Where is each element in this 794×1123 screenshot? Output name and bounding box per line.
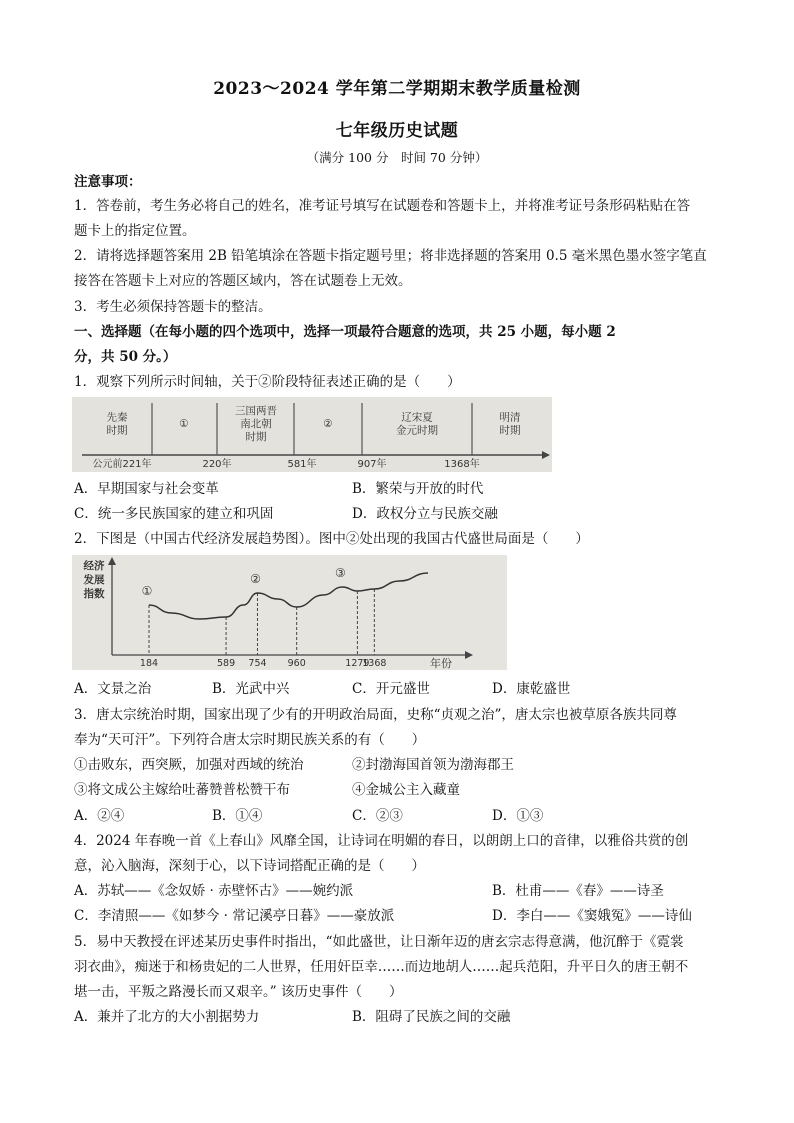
exam-subject: 七年级历史试题	[335, 121, 459, 141]
question-4-option-d: D．李白——《窦娥冤》——诗仙	[492, 908, 692, 924]
question-4-option-b: B．杜甫——《春》——诗圣	[492, 883, 664, 899]
exam-title: 2023～2024 学年第二学期期末教学质量检测	[213, 79, 581, 99]
chart-x-tick-label: 184	[139, 658, 159, 669]
question-1-option-a: A．早期国家与社会变革	[74, 481, 219, 497]
timeline-tick-label: 581年	[287, 459, 317, 470]
question-4-option-a: A．苏轼——《念奴娇 · 赤壁怀古》——婉约派	[74, 883, 354, 899]
question-1-option-c: C．统一多民族国家的建立和巩固	[74, 506, 274, 522]
question-4-stem-cont: 意，沁入脑海，深刻于心，以下诗词搭配正确的是（ ）	[74, 858, 425, 874]
question-5-stem: 5．易中天教授在评述某历史事件时指出，“如此盛世，让日渐年迈的唐玄宗志得意满，他沉醉于《霓裳	[74, 934, 684, 950]
question-3-option-b: B．①④	[212, 808, 263, 824]
question-3-item-2: ②封渤海国首领为渤海郡王	[352, 757, 514, 773]
section-heading-cont: 分，共 50 分。）	[74, 349, 177, 365]
notice-line: 2．请将选择题答案用 2B 铅笔填涂在答题卡指定题号里；将非选择题的答案用 0.5 毫米黑色墨水签字笔直	[74, 248, 707, 264]
question-2-option-d: D．康乾盛世	[492, 681, 571, 697]
question-4-stem: 4．2024 年春晚一首《上春山》风靡全国，让诗词在明媚的春日，以朗朗上口的音律，以雅俗共赏的创	[74, 833, 689, 849]
chart-x-tick-label: 1368	[362, 658, 387, 669]
chart-ylabel: 经济发展指数	[83, 560, 105, 600]
timeline-period-label: 三国两晋南北朝时期	[235, 405, 277, 443]
question-1-option-b: B．繁荣与开放的时代	[352, 481, 484, 497]
question-3-option-a: A．②④	[74, 808, 125, 824]
chart-annotation: ①	[141, 584, 153, 598]
notice-heading: 注意事项：	[74, 174, 142, 190]
question-3-stem: 3．唐太宗统治时期，国家出现了少有的开明政治局面，史称“贞观之治”，唐太宗也被草原各族共同尊	[74, 707, 677, 723]
question-3-item-4: ④金城公主入藏童	[352, 782, 460, 798]
question-2-option-c: C．开元盛世	[352, 681, 430, 697]
timeline-tick-label: 220年	[202, 459, 232, 470]
question-2-option-a: A．文景之治	[74, 681, 152, 697]
chart-annotation: ②	[250, 572, 261, 586]
notice-line: 接答在答题卡上对应的答题区域内，答在试题卷上无效。	[74, 273, 412, 289]
question-5-option-a: A．兼并了北方的大小割据势力	[74, 1009, 260, 1025]
notice-line: 3．考生必须保持答题卡的整洁。	[74, 299, 272, 315]
chart-xlabel: 年份	[430, 657, 452, 670]
chart-x-tick-label: 1279	[345, 658, 370, 669]
economy-trend-line	[149, 573, 428, 619]
economy-trend-chart	[72, 555, 507, 670]
notice-line: 1．答卷前，考生务必将自己的姓名，准考证号填写在试题卷和答题卡上，并将准考证号条形码粘贴在答	[74, 198, 691, 214]
question-5-stem-cont: 羽衣曲》，痴迷于和杨贵妃的二人世界，任用奸臣幸……而边地胡人……起兵范阳，升平日久的唐王朝不	[74, 959, 689, 975]
exam-meta: （满分 100 分 时间 70 分钟）	[306, 150, 488, 165]
chart-annotation: ③	[334, 566, 346, 580]
question-3-option-d: D．①③	[492, 808, 544, 824]
timeline-tick-label: 公元前221年	[92, 459, 152, 470]
notice-line: 题卡上的指定位置。	[74, 223, 196, 239]
question-3-stem-cont: 奉为“天可汗”。下列符合唐太宗时期民族关系的有（ ）	[74, 732, 426, 748]
timeline-period-label: 辽宋夏金元时期	[396, 411, 438, 437]
chart-x-tick-label: 754	[248, 658, 267, 669]
timeline-period-label: 先秦时期	[106, 411, 128, 437]
timeline-tick-label: 907年	[357, 459, 387, 470]
question-2-option-b: B．光武中兴	[212, 681, 290, 697]
question-3-item-1: ①击败东，西突厥，加强对西域的统治	[74, 757, 304, 773]
timeline-figure	[72, 397, 552, 472]
question-5-option-b: B．阻碍了民族之间的交融	[352, 1009, 511, 1025]
question-3-item-3: ③将文成公主嫁给吐蕃赞普松赞干布	[74, 782, 290, 798]
question-1-option-d: D．政权分立与民族交融	[352, 506, 498, 522]
timeline-period-label: ①	[179, 418, 189, 430]
question-2-stem: 2．下图是（中国古代经济发展趋势图）。图中②处出现的我国古代盛世局面是（ ）	[74, 531, 589, 547]
timeline-period-label: ②	[323, 418, 333, 430]
question-1-stem: 1．观察下列所示时间轴，关于②阶段特征表述正确的是（ ）	[74, 374, 461, 390]
chart-x-tick-label: 589	[217, 658, 236, 669]
chart-x-tick-label: 960	[287, 658, 306, 669]
question-3-option-c: C．②③	[352, 808, 403, 824]
timeline-tick-label: 1368年	[444, 459, 480, 470]
question-4-option-c: C．李清照——《如梦今 · 常记溪亭日暮》——豪放派	[74, 908, 395, 924]
section-heading: 一、选择题（在每小题的四个选项中，选择一项最符合题意的选项，共 25 小题，每小题 2	[74, 324, 616, 340]
timeline-period-label: 明清时期	[499, 411, 521, 437]
question-5-stem-cont: 堪一击，平叛之路漫长而又艰辛。” 该历史事件（ ）	[74, 984, 403, 1000]
